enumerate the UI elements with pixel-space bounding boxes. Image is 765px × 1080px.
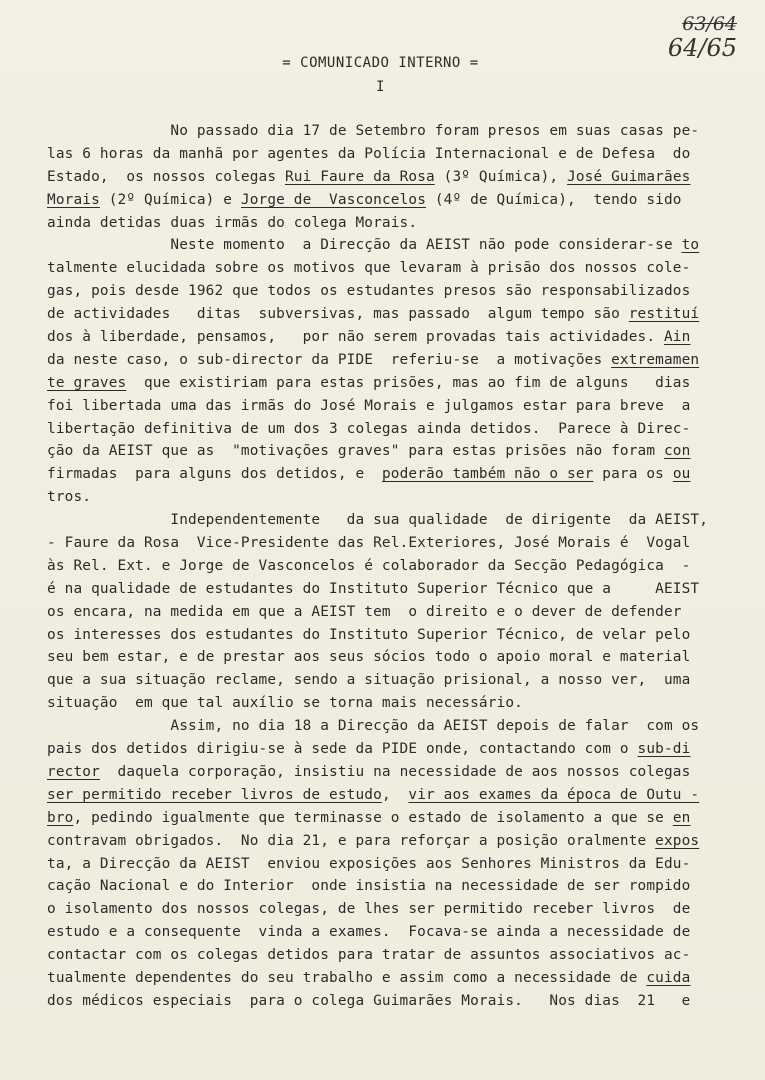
text-line	[47, 646, 737, 669]
text-line	[47, 257, 737, 280]
text-run: talmente elucidada sobre os motivos que levaram à prisão dos nossos cole-	[47, 260, 691, 277]
text-run: contactar com os colegas detidos para tratar de assuntos associativos ac-	[47, 947, 691, 964]
text-run: contravam obrigados. No dia 21, e para reforçar a posição oralmente	[47, 832, 656, 849]
text-line	[47, 326, 737, 349]
text-line	[47, 555, 737, 578]
underlined-text: extremamen	[611, 351, 700, 368]
text-line	[47, 509, 737, 532]
text-run: pais dos detidos dirigiu-se à sede da PIDE onde, contactando com o	[47, 741, 638, 758]
underlined-text: Morais	[47, 191, 100, 208]
underlined-text: Rui Faure da Rosa	[284, 168, 435, 185]
text-line	[47, 944, 737, 967]
underlined-text: restituí	[628, 306, 700, 323]
text-line	[47, 120, 737, 143]
text-line	[47, 990, 737, 1013]
text-run: ção da AEIST que as "motivações graves" para estas prisões não foram	[47, 443, 664, 460]
text-run: cação Nacional e do Interior onde insistia na necessidade de ser rompido	[47, 878, 691, 895]
text-line	[47, 967, 737, 990]
text-line	[47, 189, 737, 212]
text-line	[47, 395, 737, 418]
crossed-page-number: 63/64	[682, 13, 737, 35]
text-run: Neste momento a Direcção da AEIST não pode considerar-se	[47, 237, 682, 254]
text-run: No passado dia 17 de Setembro foram presos em suas casas pe-	[47, 123, 700, 139]
text-line	[47, 692, 737, 715]
text-run: situação em que tal auxílio se torna mais necessário.	[47, 695, 523, 712]
text-run: ainda detidas duas irmãs do colega Morais.	[47, 214, 418, 231]
underlined-text: poderão também não o ser	[381, 466, 594, 483]
text-run: é na qualidade de estudantes do Instituto Superior Técnico que a AEIST	[47, 580, 700, 597]
underlined-text: rector	[47, 763, 100, 780]
text-run: estudo e a consequente vinda a exames. Focava-se ainda a necessidade de	[47, 924, 691, 941]
text-line	[47, 143, 737, 166]
text-line	[47, 715, 737, 738]
document-title: = COMUNICADO INTERNO =	[282, 55, 479, 71]
underlined-text: vir aos exames da época de Outu -	[408, 786, 700, 803]
text-run: que existiriam para estas prisões, mas ao fim de alguns dias	[126, 374, 691, 391]
text-line	[47, 898, 737, 921]
underlined-text: Jorge de Vasconcelos	[240, 191, 427, 208]
handwritten-page-number: 64/65	[667, 34, 737, 62]
text-line	[47, 578, 737, 601]
underlined-text: en	[672, 809, 691, 826]
text-run: foi libertada uma das irmãs do José Morais e julgamos estar para breve a	[47, 397, 691, 414]
text-line	[47, 875, 737, 898]
text-run: Independentemente da sua qualidade de dirigente da AEIST,	[47, 512, 709, 529]
underlined-text: expos	[655, 832, 700, 849]
text-run: dos à liberdade, pensamos, por não serem provadas tais actividades.	[47, 329, 664, 346]
text-line	[47, 601, 737, 624]
text-run: dos médicos especiais para o colega Guimarães Morais. Nos dias 21 e	[47, 992, 691, 1009]
underlined-text: sub-di	[637, 741, 691, 758]
underlined-text: te graves	[47, 374, 127, 391]
text-run: (3º Química),	[434, 168, 568, 185]
text-run: gas, pois desde 1962 que todos os estudantes presos são responsabilizados	[47, 283, 691, 300]
text-line	[47, 280, 737, 303]
text-run: libertação definitiva de um dos 3 colegas ainda detidos. Parece à Direc-	[47, 420, 691, 437]
text-line	[47, 761, 737, 784]
text-run: seu bem estar, e de prestar aos seus sócios todo o apoio moral e material	[47, 649, 691, 666]
text-run: às Rel. Ext. e Jorge de Vasconcelos é colaborador da Secção Pedagógica -	[47, 557, 691, 574]
text-line	[47, 669, 737, 692]
text-run: que a sua situação reclame, sendo a situação prisional, a nosso ver, uma	[47, 672, 691, 689]
text-line	[47, 234, 737, 257]
text-run: os interesses dos estudantes do Instituto Superior Técnico, de velar pelo	[47, 626, 691, 643]
text-line	[47, 212, 737, 235]
text-run: firmadas para alguns dos detidos, e	[47, 466, 382, 483]
text-run: os encara, na medida em que a AEIST tem o direito e o dever de defender	[47, 603, 682, 620]
text-line	[47, 372, 737, 395]
text-run: Estado, os nossos colegas	[47, 168, 285, 185]
text-line	[47, 418, 737, 441]
text-line	[47, 921, 737, 944]
text-run: tualmente dependentes do seu trabalho e assim como a necessidade de	[47, 969, 647, 986]
text-run: ,	[381, 786, 409, 803]
underlined-text: bro	[47, 809, 74, 826]
text-line	[47, 532, 737, 555]
text-run: o isolamento dos nossos colegas, de lhes ser permitido receber livros de	[47, 901, 691, 918]
document-body	[47, 120, 737, 1013]
text-run: da neste caso, o sub-director da PIDE referiu-se a motivações	[47, 351, 612, 368]
text-run: (4º de Química), tendo sido	[426, 191, 682, 208]
text-run: las 6 horas da manhã por agentes da Polícia Internacional e de Defesa do	[47, 145, 691, 162]
text-line	[47, 738, 737, 761]
underlined-text: con	[663, 443, 691, 460]
text-line	[47, 486, 737, 509]
text-line	[47, 349, 737, 372]
section-number: I	[376, 79, 385, 95]
text-run: (2º Química) e	[99, 191, 241, 208]
text-line	[47, 853, 737, 876]
text-line	[47, 440, 737, 463]
text-line	[47, 463, 737, 486]
underlined-text: José Guimarães	[567, 168, 691, 185]
page-number-annotation	[668, 12, 737, 60]
text-run: daquela corporação, insistiu na necessidade de aos nossos colegas	[99, 763, 691, 780]
text-run: tros.	[47, 489, 92, 506]
text-line	[47, 624, 737, 647]
text-line	[47, 784, 737, 807]
text-run: Assim, no dia 18 a Direcção da AEIST depois de falar com os	[47, 718, 700, 735]
text-run: , pedindo igualmente que terminasse o estado de isolamento a que se	[73, 809, 673, 826]
underlined-text: Ain	[663, 329, 691, 346]
text-line	[47, 830, 737, 853]
text-line	[47, 303, 737, 326]
text-line	[47, 807, 737, 830]
underlined-text: ser permitido receber livros de estudo	[47, 786, 382, 803]
text-run: - Faure da Rosa Vice-Presidente das Rel.Exteriores, José Morais é Vogal	[47, 535, 691, 552]
underlined-text: to	[681, 237, 700, 254]
underlined-text: ou	[672, 466, 691, 483]
text-run: de actividades ditas subversivas, mas passado algum tempo são	[47, 306, 629, 323]
underlined-text: cuida	[646, 969, 691, 986]
text-run: para os	[593, 466, 673, 483]
text-line	[47, 166, 737, 189]
text-run: ta, a Direcção da AEIST enviou exposições aos Senhores Ministros da Edu-	[47, 855, 691, 872]
